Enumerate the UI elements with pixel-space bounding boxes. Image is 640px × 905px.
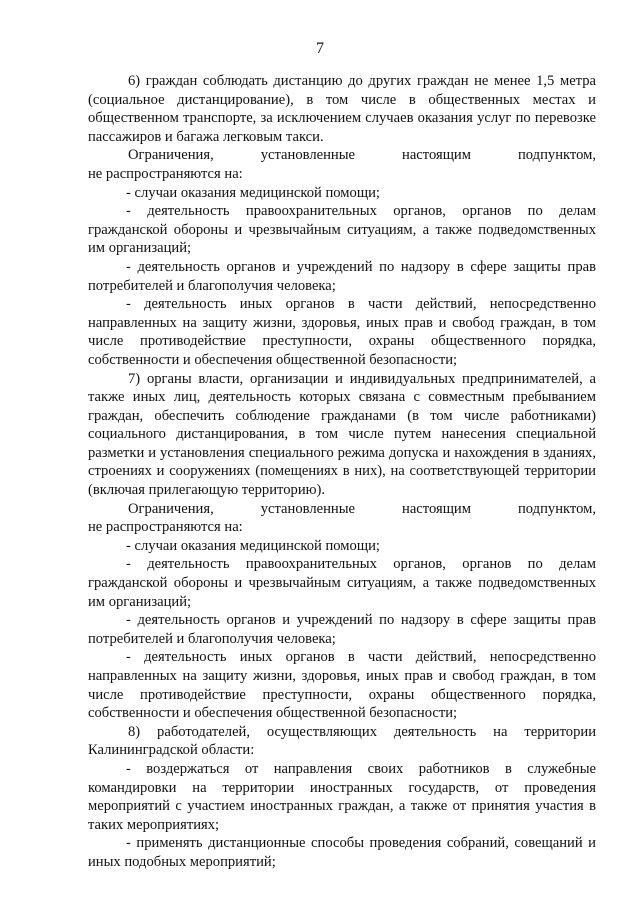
paragraph-item-6: 6) граждан соблюдать дистанцию до других граждан не менее 1,5 метра (социальное дистанцирование), в том числе в общественных местах и общественном транспорте, за исключением случаев оказания услуг по перевозке пассажиров и багажа легковым такси.	[88, 73, 596, 145]
exception-consumer-protection-2: - деятельность органов и учреждений по надзору в сфере защиты прав потребителей и благополучия человека;	[88, 612, 596, 647]
paragraph-item-8: 8) работодателей, осуществляющих деятельность на территории Калининградской области:	[88, 723, 596, 759]
page-number: 7	[316, 40, 324, 57]
exception-law-enforcement-2: - деятельность правоохранительных органов, органов по делам гражданской обороны и чрезвычайным ситуациям, а также подведомственных им организаций;	[88, 556, 596, 610]
exception-medical: - случаи оказания медицинской помощи;	[126, 184, 380, 201]
employer-travel-restriction: - воздержаться от направления своих работников в служебные командировки на территории иностранных государств, от проведения мероприятий с участием иностранных граждан, а также от принятия участия в таких мероприятиях;	[88, 760, 596, 833]
exception-other-bodies-2: - деятельность иных органов в части действий, непосредственно направленных на защиту жизни, здоровья, иных прав и свобод граждан, в том числе противодействие преступности, охраны общественного порядка, собственности и обеспечения общественной безопасности;	[88, 649, 596, 722]
restrictions-lead-cont: не распространяются на:	[88, 165, 243, 182]
restrictions-lead-2-cont: не распространяются на:	[88, 519, 243, 536]
document-body	[88, 72, 596, 872]
exception-medical-2: - случаи оказания медицинской помощи;	[126, 537, 380, 554]
employer-remote-meetings: - применять дистанционные способы проведения собраний, совещаний и иных подобных мероприятий;	[88, 835, 596, 870]
restrictions-lead-2: Ограничения, установленные настоящим подпунктом,	[128, 500, 596, 517]
exception-consumer-protection: - деятельность органов и учреждений по надзору в сфере защиты прав потребителей и благополучия человека;	[88, 258, 596, 294]
exception-law-enforcement: - деятельность правоохранительных органов, органов по делам гражданской обороны и чрезвычайным ситуациям, а также подведомственных им организаций;	[88, 203, 596, 257]
restrictions-lead: Ограничения, установленные настоящим подпунктом,	[128, 147, 596, 164]
exception-other-bodies: - деятельность иных органов в части действий, непосредственно направленных на защиту жизни, здоровья, иных прав и свобод граждан, в том числе противодействие преступности, охраны общественного порядка, собственности и обеспечения общественной безопасности;	[88, 296, 596, 368]
paragraph-item-7: 7) органы власти, организации и индивидуальных предпринимателей, а также иных лиц, деятельность которых связана с совместным пребыванием граждан, обеспечить соблюдение гражданами (в том числе работниками) социального дистанцирования, в том числе путем нанесения специальной разметки и установления специального режима допуска и нахождения в зданиях, строениях и сооружениях (помещениях в них), на соответствующей территории (включая прилегающую территорию).	[88, 370, 596, 499]
